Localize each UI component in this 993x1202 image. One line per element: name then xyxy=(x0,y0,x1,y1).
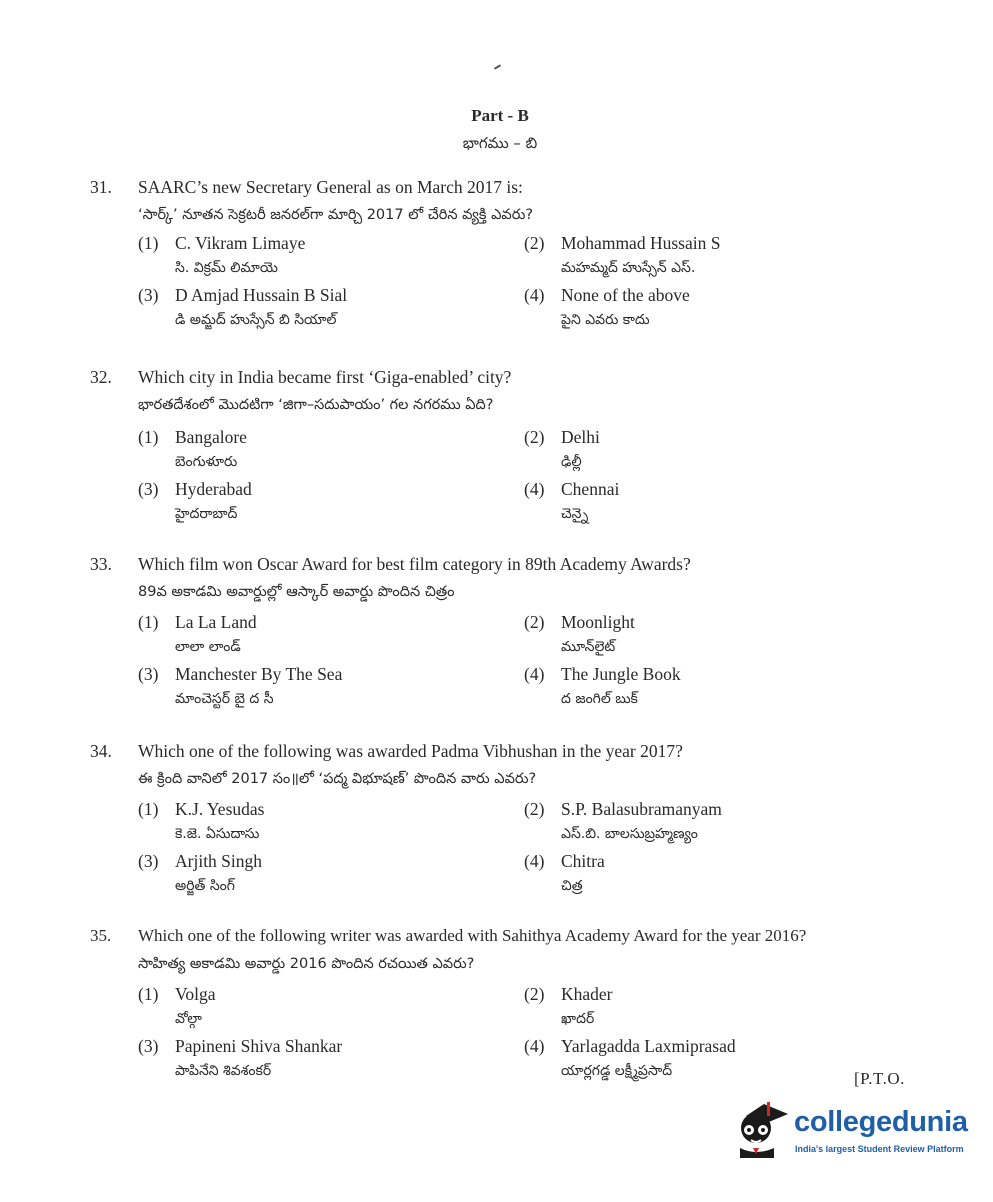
option-4 xyxy=(524,284,904,330)
option-number: (1) xyxy=(138,427,159,447)
question-35 xyxy=(90,925,970,1081)
option-text-telugu: మూన్‌లైట్ xyxy=(561,639,616,655)
option-1 xyxy=(138,983,524,1029)
option-number: (2) xyxy=(524,984,545,1004)
question-33 xyxy=(90,553,950,709)
option-text: Papineni Shiva Shankar xyxy=(175,1036,343,1056)
option-number: (1) xyxy=(138,612,159,632)
options-grid xyxy=(138,798,950,896)
options-grid xyxy=(138,232,950,330)
stray-pen-mark xyxy=(494,64,501,69)
option-1 xyxy=(138,798,524,844)
option-text: Chitra xyxy=(561,851,605,871)
question-text-telugu: ‘సార్క్’ నూతన సెక్రటరీ జనరల్‌గా మార్చి 2017 లో చేరిన వ్యక్తి ఎవరు? xyxy=(138,207,534,223)
option-text: Volga xyxy=(175,984,216,1004)
option-number: (3) xyxy=(138,851,159,871)
option-text: K.J. Yesudas xyxy=(175,799,265,819)
part-title: Part - B xyxy=(471,106,529,125)
option-text-telugu: చెన్నై xyxy=(561,506,589,522)
option-1 xyxy=(138,426,524,472)
option-3 xyxy=(138,478,524,524)
option-3 xyxy=(138,850,524,896)
option-number: (4) xyxy=(524,1036,545,1056)
option-2 xyxy=(524,232,904,278)
option-text: Hyderabad xyxy=(175,479,252,499)
option-number: (2) xyxy=(524,799,545,819)
option-number: (4) xyxy=(524,285,545,305)
question-34 xyxy=(90,740,950,896)
option-text-telugu: ఖాదర్ xyxy=(561,1011,595,1027)
option-2 xyxy=(524,426,904,472)
option-number: (2) xyxy=(524,427,545,447)
question-text: SAARC’s new Secretary General as on March 2017 is: xyxy=(138,177,523,197)
question-number: 35. xyxy=(90,926,112,945)
option-1 xyxy=(138,611,524,657)
option-number: (4) xyxy=(524,851,545,871)
question-text: Which one of the following writer was awarded with Sahithya Academy Award for the year 2016? xyxy=(138,926,807,945)
question-text-telugu: ఈ క్రింది వానిలో 2017 సం॥లో ‘పద్మ విభూషణ్’ పొందిన వారు ఎవరు? xyxy=(138,771,537,787)
option-number: (1) xyxy=(138,233,159,253)
option-text-telugu: డి అమ్జద్ హుస్సేన్ బి సియాల్ xyxy=(175,312,337,328)
question-text-telugu: భారతదేశంలో మొదటిగా ‘జిగా–సదుపాయం’ గల నగరము ఏది? xyxy=(138,397,494,413)
option-number: (4) xyxy=(524,664,545,684)
question-text: Which one of the following was awarded Padma Vibhushan in the year 2017? xyxy=(138,741,683,761)
question-32 xyxy=(90,366,950,524)
option-text: Moonlight xyxy=(561,612,635,632)
option-text-telugu: ద జంగిల్ బుక్ xyxy=(561,691,638,707)
option-text-telugu: ఢిల్లీ xyxy=(561,454,582,470)
option-number: (2) xyxy=(524,233,545,253)
option-text-telugu: కె.జె. ఏసుదాసు xyxy=(175,826,260,842)
option-text: Manchester By The Sea xyxy=(175,664,343,684)
option-2 xyxy=(524,798,904,844)
options-grid xyxy=(138,611,950,709)
option-text-telugu: మహమ్మద్ హుస్సేన్ ఎస్. xyxy=(561,260,696,276)
option-text-telugu: అర్జిత్ సింగ్ xyxy=(175,878,235,894)
option-number: (3) xyxy=(138,1036,159,1056)
question-number: 32. xyxy=(90,367,112,387)
option-text-telugu: బెంగుళూరు xyxy=(175,454,238,470)
question-number: 34. xyxy=(90,741,112,761)
option-text: D Amjad Hussain B Sial xyxy=(175,285,348,305)
options-grid xyxy=(138,426,950,524)
question-text: Which city in India became first ‘Giga-enabled’ city? xyxy=(138,367,512,387)
question-number: 31. xyxy=(90,177,112,197)
option-3 xyxy=(138,1035,524,1081)
option-4 xyxy=(524,478,904,524)
option-text: Mohammad Hussain S xyxy=(561,233,721,253)
option-text: La La Land xyxy=(175,612,257,632)
option-text-telugu: సి. విక్రమ్ లిమాయె xyxy=(175,260,278,276)
option-text-telugu: పాపినేని శివశంకర్ xyxy=(175,1063,272,1079)
option-text-telugu: లాలా లాండ్ xyxy=(175,639,241,655)
option-text-telugu: హైదరాబాద్ xyxy=(175,506,238,522)
question-text-telugu: సాహిత్య అకాడమి అవార్డు 2016 పొందిన రచయిత ఎవరు? xyxy=(138,956,475,972)
option-text: Delhi xyxy=(561,427,600,447)
option-text-telugu: ఎస్.బి. బాలసుబ్రహ్మణ్యం xyxy=(561,826,698,842)
option-text-telugu: యార్లగడ్డ లక్ష్మీప్రసాద్ xyxy=(561,1063,673,1079)
option-text: Bangalore xyxy=(175,427,247,447)
option-text: Yarlagadda Laxmiprasad xyxy=(561,1036,736,1056)
pto-label: [P.T.O. xyxy=(854,1069,905,1088)
option-4 xyxy=(524,850,904,896)
option-3 xyxy=(138,284,524,330)
option-number: (1) xyxy=(138,984,159,1004)
options-grid xyxy=(138,983,970,1081)
option-text: The Jungle Book xyxy=(561,664,681,684)
option-text-telugu: వోల్గా xyxy=(175,1011,202,1027)
option-text: Arjith Singh xyxy=(175,851,263,871)
option-number: (2) xyxy=(524,612,545,632)
part-title-telugu: భాగము – బి xyxy=(462,134,538,152)
option-number: (3) xyxy=(138,285,159,305)
question-31 xyxy=(90,176,950,330)
brand-tagline: India's largest Student Review Platform xyxy=(795,1144,964,1154)
option-number: (3) xyxy=(138,479,159,499)
option-text: None of the above xyxy=(561,285,690,305)
collegedunia-watermark xyxy=(734,1094,968,1166)
option-4 xyxy=(524,663,904,709)
option-2 xyxy=(524,611,904,657)
question-text-telugu: 89వ అకాడమి అవార్డుల్లో ఆస్కార్ అవార్డు పొందిన చిత్రం xyxy=(138,584,455,600)
option-3 xyxy=(138,663,524,709)
option-number: (4) xyxy=(524,479,545,499)
option-text: Chennai xyxy=(561,479,620,499)
option-1 xyxy=(138,232,524,278)
option-text: S.P. Balasubramanyam xyxy=(561,799,722,819)
option-text-telugu: చిత్ర xyxy=(561,878,583,894)
option-text: Khader xyxy=(561,984,613,1004)
option-text-telugu: పైని ఎవరు కాదు xyxy=(561,312,650,328)
option-number: (1) xyxy=(138,799,159,819)
brand-name: collegedunia xyxy=(794,1106,968,1138)
option-text-telugu: మాంచెస్టర్ బై ద సీ xyxy=(175,691,274,707)
question-number: 33. xyxy=(90,554,112,574)
option-4 xyxy=(524,1035,904,1081)
question-text: Which film won Oscar Award for best film category in 89th Academy Awards? xyxy=(138,554,691,574)
option-text: C. Vikram Limaye xyxy=(175,233,306,253)
option-number: (3) xyxy=(138,664,159,684)
graduate-mascot-icon xyxy=(734,1094,794,1164)
option-2 xyxy=(524,983,904,1029)
